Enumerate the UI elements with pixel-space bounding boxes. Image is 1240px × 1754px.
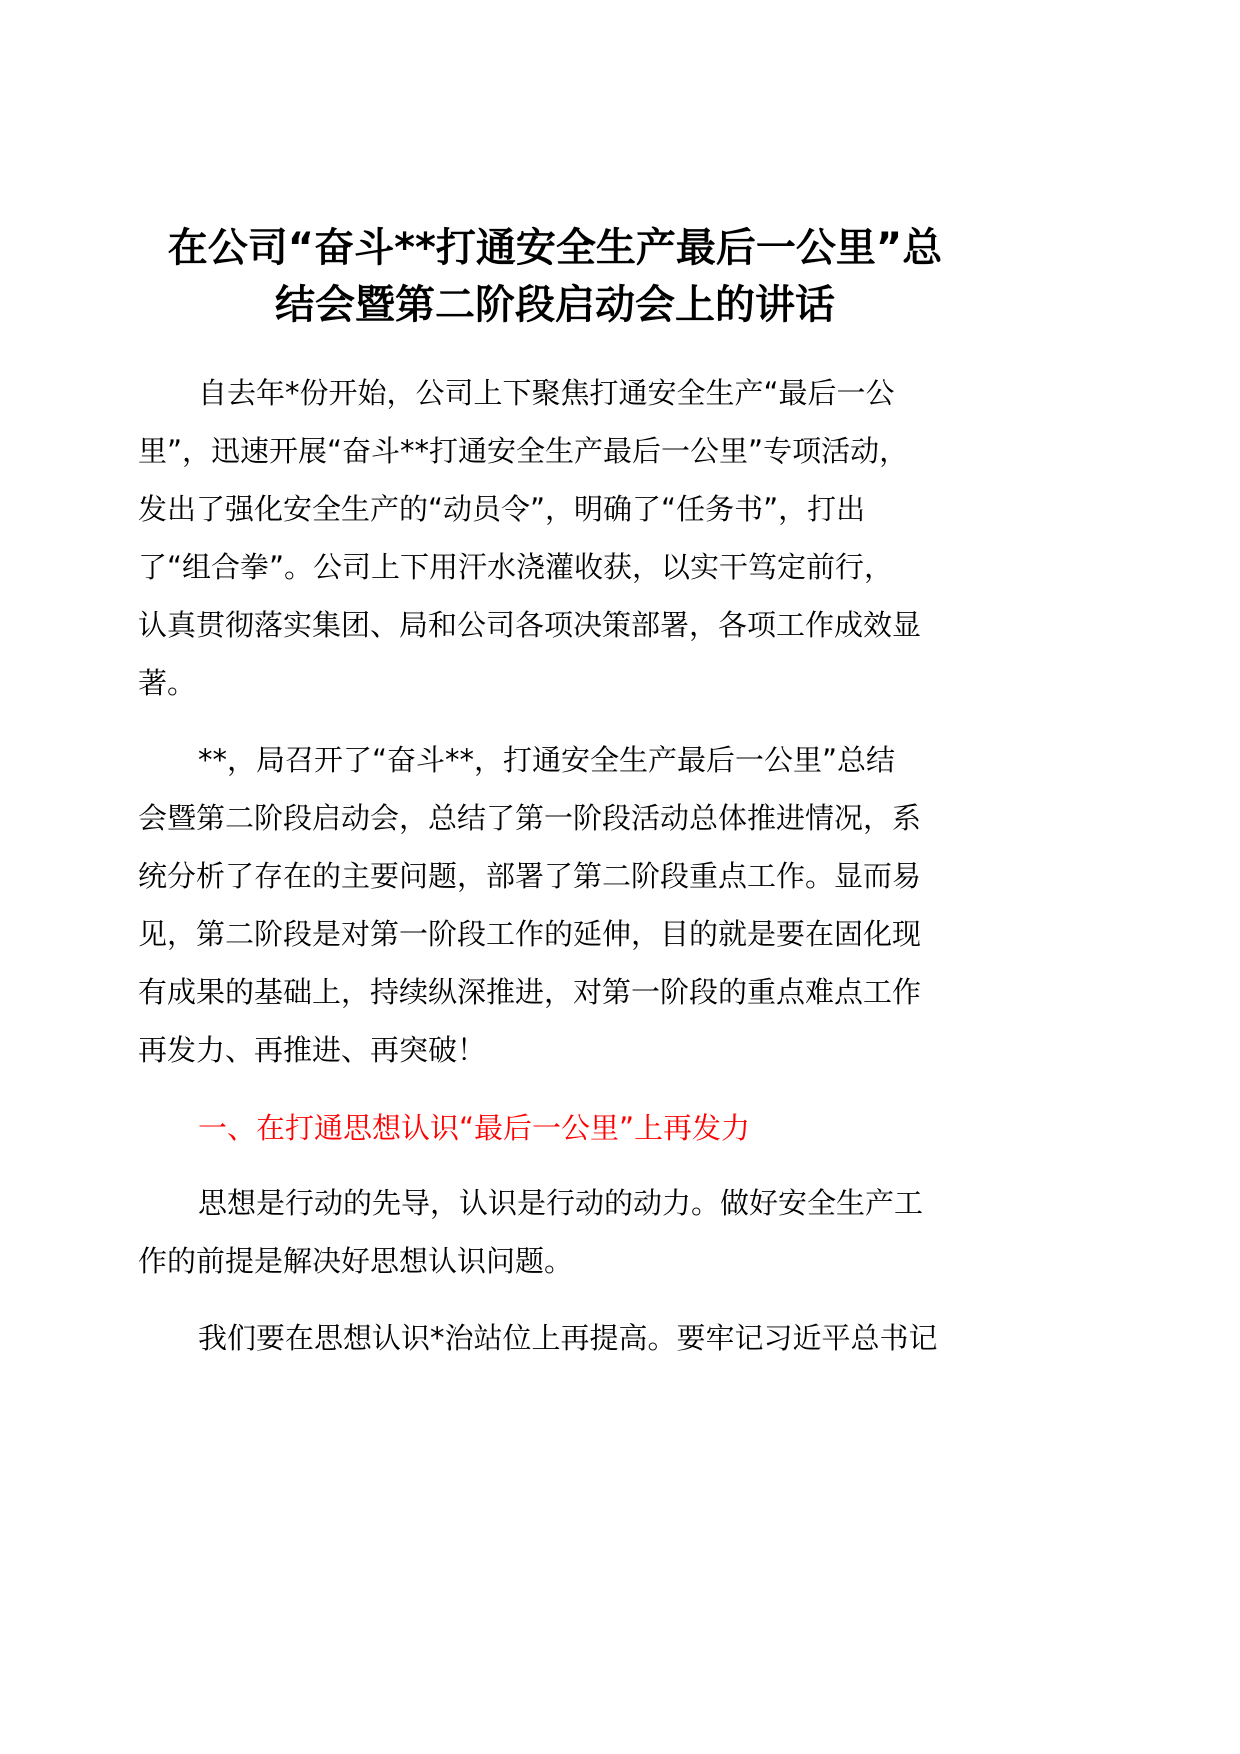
paragraph-line: 认真贯彻落实集团、局和公司各项决策部署，各项工作成效显 bbox=[138, 608, 922, 642]
paragraph-line: 我们要在思想认识*治站位上再提高。要牢记习近平总书记 bbox=[198, 1321, 938, 1355]
section-heading: 一、在打通思想认识“最后一公里”上再发力 bbox=[198, 1111, 751, 1145]
document-title-line: 结会暨第二阶段启动会上的讲话 bbox=[275, 282, 835, 328]
paragraph-line: 会暨第二阶段启动会，总结了第一阶段活动总体推进情况，系 bbox=[138, 801, 922, 835]
paragraph-line: 有成果的基础上，持续纵深推进，对第一阶段的重点难点工作 bbox=[138, 975, 922, 1009]
paragraph-line: 作的前提是解决好思想认识问题。 bbox=[138, 1244, 574, 1278]
paragraph-line: 著。 bbox=[138, 666, 197, 700]
paragraph-line: 里”，迅速开展“奋斗**打通安全生产最后一公里”专项活动， bbox=[138, 434, 909, 468]
paragraph-line: 统分析了存在的主要问题，部署了第二阶段重点工作。显而易 bbox=[138, 859, 922, 893]
document-title-line: 在公司“奋斗**打通安全生产最后一公里”总 bbox=[167, 225, 943, 271]
paragraph-line: 发出了强化安全生产的“动员令”，明确了“任务书”，打出 bbox=[138, 492, 866, 526]
paragraph-line: **，局召开了“奋斗**，打通安全生产最后一公里”总结 bbox=[198, 743, 896, 777]
paragraph-line: 了“组合拳”。公司上下用汗水浇灌收获，以实干笃定前行， bbox=[138, 550, 894, 584]
paragraph-line: 再发力、再推进、再突破！ bbox=[138, 1033, 487, 1067]
paragraph-line: 思想是行动的先导，认识是行动的动力。做好安全生产工 bbox=[198, 1186, 924, 1220]
paragraph-line: 自去年*份开始，公司上下聚焦打通安全生产“最后一公 bbox=[198, 376, 895, 410]
paragraph-line: 见，第二阶段是对第一阶段工作的延伸，目的就是要在固化现 bbox=[138, 917, 922, 951]
